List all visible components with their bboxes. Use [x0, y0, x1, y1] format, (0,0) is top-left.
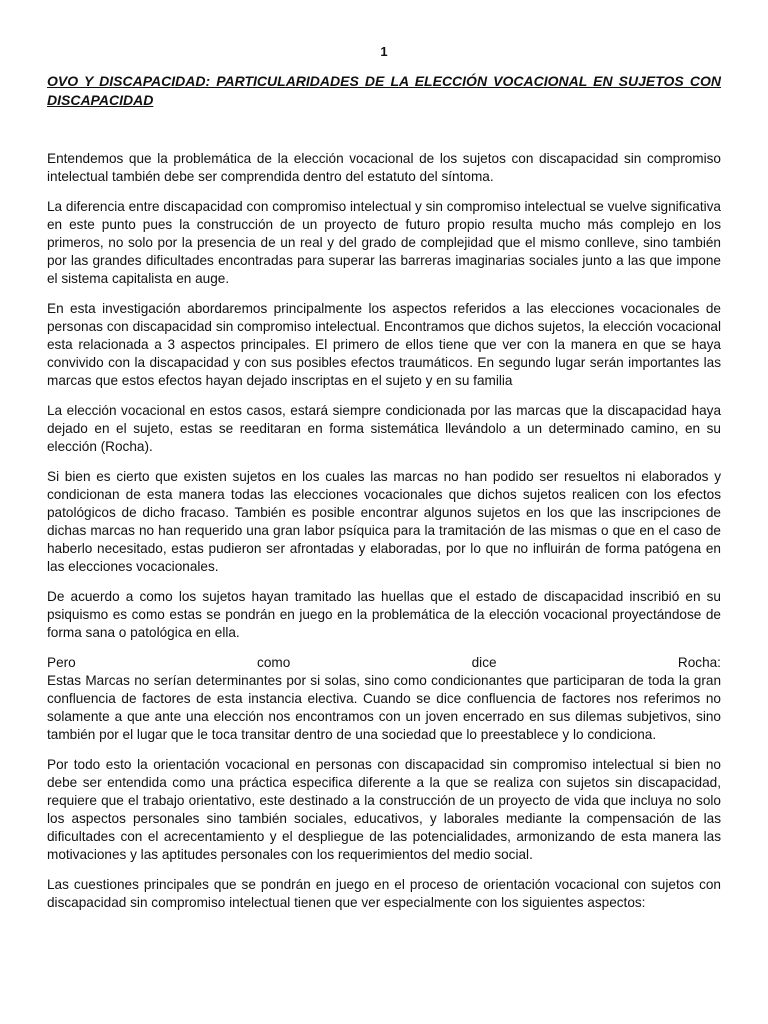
paragraph-2: La diferencia entre discapacidad con compromiso intelectual y sin compromiso intelectual se vuelve significativa en este punto pues la construcción de un proyecto de futuro propio resulta mucho más complejo en los primeros, no solo por la presencia de un real y del grado de complejidad que el mismo conlleve, sino también por las grandes dificultades encontradas para superar las barreras imaginarias sociales junto a las que impone el sistema capitalista en auge. [47, 199, 721, 286]
quote-intro-word: Rocha: [677, 655, 721, 670]
quote-paragraph [47, 654, 721, 744]
quote-intro-word: Pero [47, 655, 76, 670]
paragraph-5: Si bien es cierto que existen sujetos en los cuales las marcas no han podido ser resueltos ni elaborados y condicionan de esta manera todas las elecciones vocacionales que dichos sujetos realicen con los efectos patológicos de dicho fracaso. También es posible encontrar algunos sujetos en los que las inscripciones de dichas marcas no han requerido una gran labor psíquica para la tramitación de las mismas o que en el caso de haberlo necesitado, estas pudieron ser afrontadas y elaboradas, por lo que no influirán de forma patógena en las elecciones vocacionales. [47, 469, 721, 574]
paragraph-1: Entendemos que la problemática de la elección vocacional de los sujetos con discapacidad sin compromiso intelectual también debe ser comprendida dentro del estatuto del síntoma. [47, 151, 721, 184]
quote-text: Estas Marcas no serían determinantes por si solas, sino como condicionantes que participaran de toda la gran confluencia de factores de esta instancia electiva. Cuando se dice confluencia de factores nos referimos no solamente a que ante una elección nos encontramos con un joven encerrado en sus dilemas subjetivos, sino también por el lugar que le toca transitar dentro de una sociedad que lo preestablece y lo condiciona. [47, 673, 721, 742]
quote-intro-line [47, 654, 721, 672]
paragraph-3: En esta investigación abordaremos principalmente los aspectos referidos a las elecciones vocacionales de personas con discapacidad sin compromiso intelectual. Encontramos que dichos sujetos, la elección vocacional esta relacionada a 3 aspectos principales. El primero de ellos tiene que ver con la manera en que se haya convivido con la discapacidad y con sus posibles efectos traumáticos. En segundo lugar serán importantes las marcas que estos efectos hayan dejado inscriptas en el sujeto y en su familia [47, 301, 721, 388]
paragraph-6: De acuerdo a como los sujetos hayan tramitado las huellas que el estado de discapacidad inscribió en su psiquismo es como estas se pondrán en juego en la problemática de la elección vocacional proyectándose de forma sana o patológica en ella. [47, 589, 721, 640]
paragraph-8: Las cuestiones principales que se pondrán en juego en el proceso de orientación vocacional con sujetos con discapacidad sin compromiso intelectual tienen que ver especialmente con los siguientes aspectos: [47, 877, 721, 910]
document-title: OVO Y DISCAPACIDAD: PARTICULARIDADES DE LA ELECCIÓN VOCACIONAL EN SUJETOS CON DISCAPACIDAD [47, 73, 721, 108]
quote-intro-word: como [257, 655, 291, 670]
paragraph-4: La elección vocacional en estos casos, estará siempre condicionada por las marcas que la discapacidad haya dejado en el sujeto, estas se reeditaran en forma sistemática llevándolo a un determinado camino, en su elección (Rocha). [47, 403, 721, 454]
document-body [47, 150, 721, 924]
page-number: 1 [380, 44, 388, 59]
paragraph-7: Por todo esto la orientación vocacional en personas con discapacidad sin compromiso intelectual si bien no debe ser entendida como una práctica especifica diferente a la que se realiza con sujetos sin discapacidad, requiere que el trabajo orientativo, este destinado a la construcción de un proyecto de vida que incluya no solo los aspectos personales sino también sociales, educativos, y laborales mediante la compensación de las dificultades con el acrecentamiento y el despliegue de las potencialidades, armonizando de esta manera las motivaciones y las aptitudes personales con los requerimientos del medio social. [47, 757, 721, 862]
quote-intro-word: dice [471, 655, 497, 670]
